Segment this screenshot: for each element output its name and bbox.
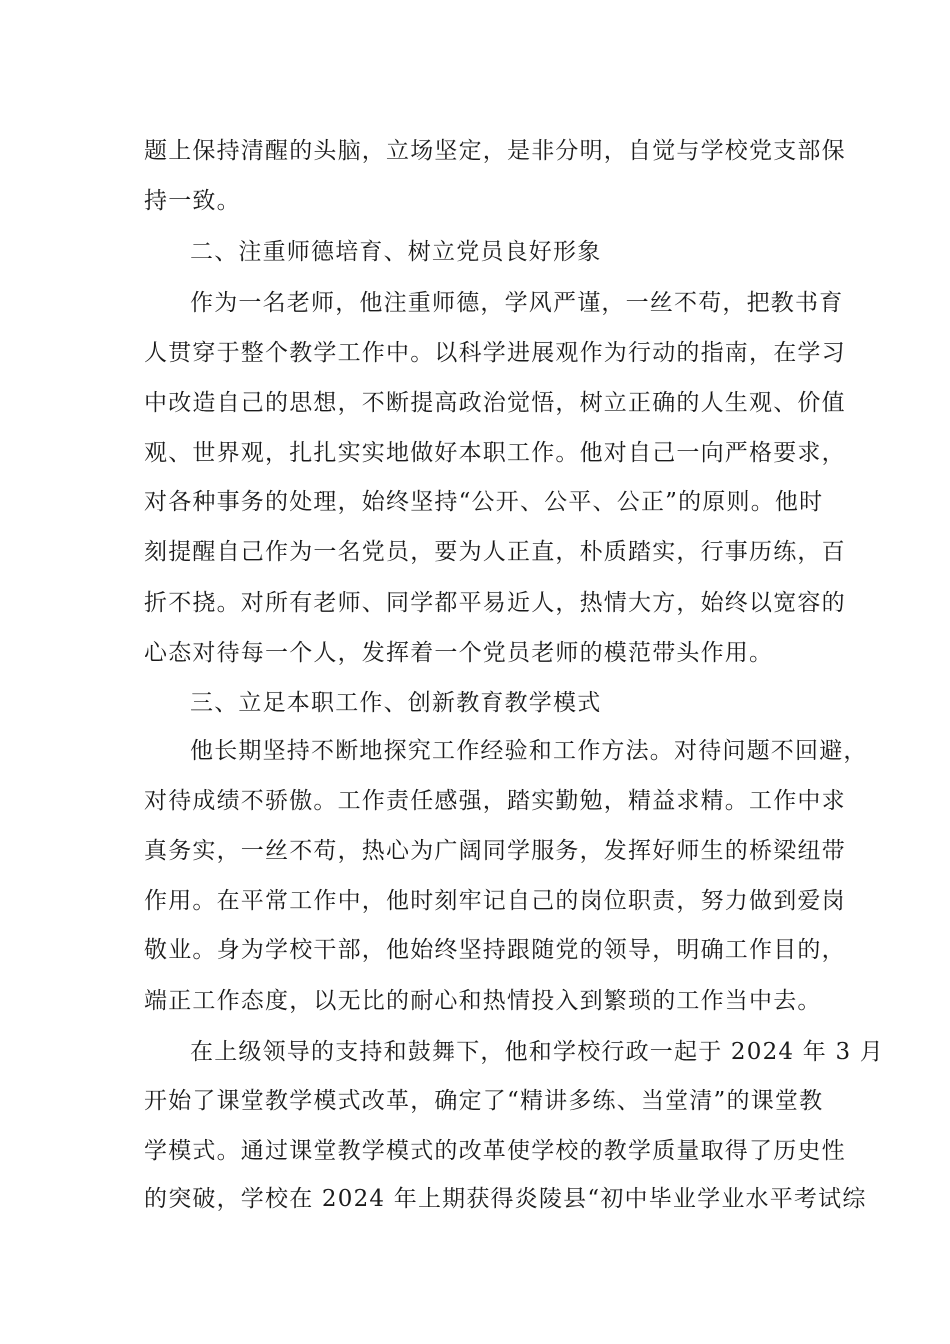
body-text-line: 作用。在平常工作中，他时刻牢记自己的岗位职责，努力做到爱岗 (144, 888, 846, 914)
body-text-line: 观、世界观，扎扎实实地做好本职工作。他对自己一向严格要求， (144, 440, 846, 466)
body-text-line: 心态对待每一个人，发挥着一个党员老师的模范带头作用。 (144, 640, 774, 666)
section-heading: 三、立足本职工作、创新教育教学模式 (190, 690, 602, 716)
section-heading: 二、注重师德培育、树立党员良好形象 (190, 239, 602, 265)
body-text-line: 开始了课堂教学模式改革，确定了“精讲多练、当堂清”的课堂教 (144, 1088, 824, 1114)
body-text-line: 端正工作态度，以无比的耐心和热情投入到繁琐的工作当中去。 (144, 988, 822, 1014)
body-text-line: 持一致。 (144, 188, 241, 214)
body-text-line: 对各种事务的处理，始终坚持“公开、公平、公正”的原则。他时 (144, 489, 824, 515)
body-text-line: 他长期坚持不断地探究工作经验和工作方法。对待问题不回避， (190, 738, 868, 764)
body-text-line: 学模式。通过课堂教学模式的改革使学校的教学质量取得了历史性 (144, 1138, 846, 1164)
body-text-line: 刻提醒自己作为一名党员，要为人正直，朴质踏实，行事历练，百 (144, 539, 846, 565)
body-text-line: 中改造自己的思想，不断提高政治觉悟，树立正确的人生观、价值 (144, 390, 846, 416)
body-text-line: 题上保持清醒的头脑，立场坚定，是非分明，自觉与学校党支部保 (144, 138, 846, 164)
body-text-line: 在上级领导的支持和鼓舞下，他和学校行政一起于 2024 年 3 月 (190, 1039, 885, 1065)
body-text-line: 敬业。身为学校干部，他始终坚持跟随党的领导，明确工作目的， (144, 937, 846, 963)
body-text-line: 的突破，学校在 2024 年上期获得炎陵县“初中毕业学业水平考试综 (144, 1186, 867, 1212)
body-text-line: 真务实，一丝不苟，热心为广阔同学服务，发挥好师生的桥梁纽带 (144, 838, 846, 864)
body-text-line: 对待成绩不骄傲。工作责任感强，踏实勤勉，精益求精。工作中求 (144, 788, 846, 814)
body-text-line: 人贯穿于整个教学工作中。以科学进展观作为行动的指南，在学习 (144, 340, 846, 366)
body-text-line: 折不挠。对所有老师、同学都平易近人，热情大方，始终以宽容的 (144, 590, 846, 616)
body-text-line: 作为一名老师，他注重师德，学风严谨，一丝不苟，把教书育 (190, 290, 844, 316)
